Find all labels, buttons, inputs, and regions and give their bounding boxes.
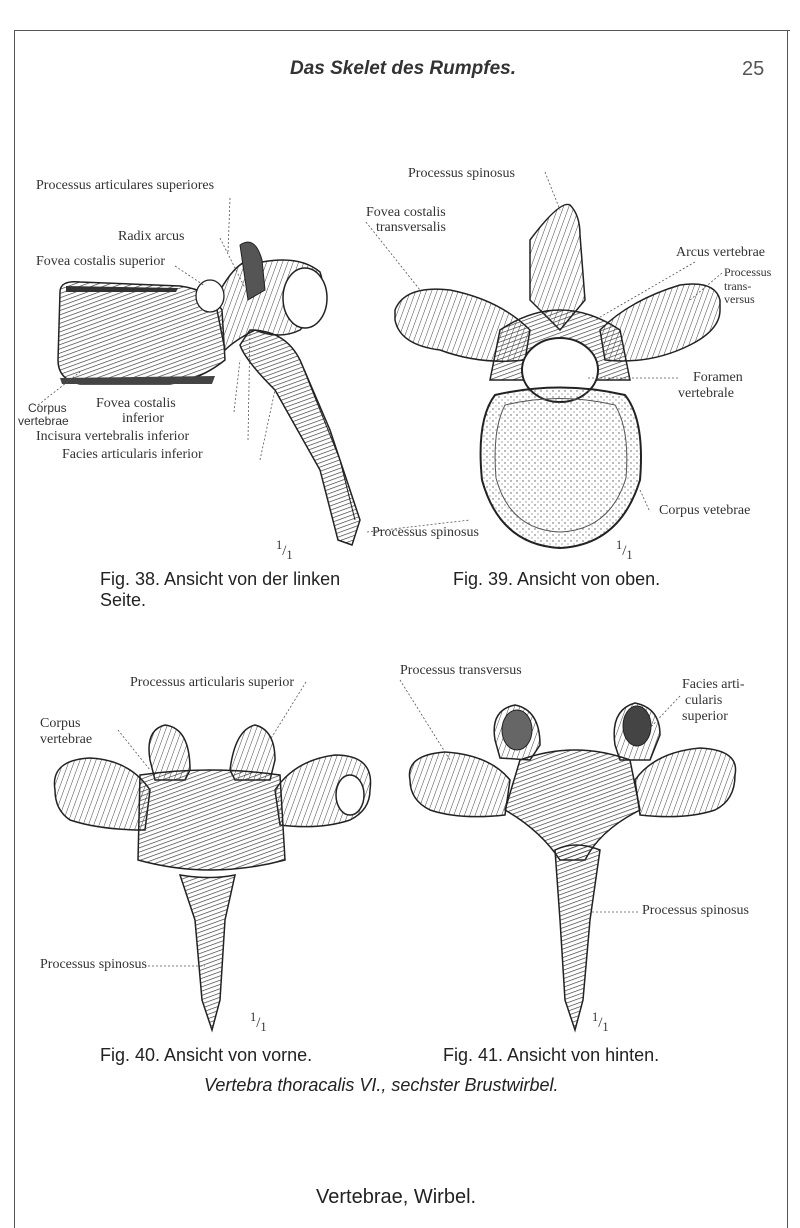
fig40-scale-numerator: 1: [250, 1010, 257, 1024]
page-header-title: Das Skelet des Rumpfes.: [290, 58, 516, 79]
fig39-label-fovea-costalis: Fovea costalis: [366, 205, 446, 220]
fig38-scale-numerator: 1: [276, 538, 283, 552]
plate-subtitle: Vertebra thoracalis VI., sechster Brustwirbel.: [204, 1075, 559, 1095]
fig39-label-transversalis: transversalis: [376, 220, 446, 235]
fig39-scale-denominator: 1: [626, 548, 633, 562]
fig40-label-processus-articularis-superior: Processus articularis superior: [130, 675, 295, 690]
fig38-label-processus-articulares-superiores: Processus articulares superiores: [36, 178, 215, 193]
fig38-label-fovea-costalis-inferior-1: Fovea costalis: [96, 396, 176, 411]
fig40-label-processus-spinosus: Processus spinosus: [40, 957, 147, 972]
fig38-label-radix-arcus: Radix arcus: [118, 229, 185, 244]
fig38-label-facies-articularis-inferior: Facies articularis inferior: [62, 447, 203, 462]
fig39-label-corpus-vetebrae: Corpus vetebrae: [659, 503, 751, 518]
fig38-caption-line1: Fig. 38. Ansicht von der linken: [100, 569, 341, 589]
fig38-caption-line2: Seite.: [100, 590, 147, 610]
fig39-label-arcus-vertebrae: Arcus vertebrae: [676, 245, 766, 260]
fig39-label-versus: versus: [724, 292, 755, 306]
fig39-label-processus-spinosus-top: Processus spinosus: [408, 166, 515, 181]
fig39-label-vertebrale: vertebrale: [678, 386, 734, 401]
fig38-scale: $^1/_1$: [276, 538, 293, 562]
fig38-label-incisura-vertebralis-inferior: Incisura vertebralis inferior: [36, 429, 190, 444]
fig39-label-processus: Processus: [724, 265, 772, 279]
fig41-label-processus-transversus: Processus transversus: [400, 663, 522, 678]
fig41-scale-numerator: 1: [592, 1010, 599, 1024]
fig41-label-processus-spinosus: Processus spinosus: [642, 903, 749, 918]
fig40-label-vertebrae: vertebrae: [40, 732, 93, 747]
page-number: 25: [742, 58, 765, 80]
fig38-label-fovea-costalis-superior: Fovea costalis superior: [36, 254, 166, 269]
fig40-caption: Fig. 40. Ansicht von vorne.: [100, 1045, 313, 1065]
fig38-label-fovea-costalis-inferior-2: inferior: [122, 411, 164, 426]
fig39-label-processus-spinosus-bottom: Processus spinosus: [372, 525, 479, 540]
fig40-scale-denominator: 1: [260, 1020, 267, 1034]
page-footer: Vertebrae, Wirbel.: [316, 1186, 477, 1208]
fig41-scale: $^1/_1$: [592, 1010, 609, 1034]
fig40-scale: $^1/_1$: [250, 1010, 267, 1034]
fig38-label-vertebrae: vertebrae: [18, 414, 69, 428]
fig39-scale-numerator: 1: [616, 538, 623, 552]
fig39-label-foramen: Foramen: [693, 370, 743, 385]
fig39-label-trans: trans-: [724, 279, 752, 293]
fig41-caption: Fig. 41. Ansicht von hinten.: [443, 1045, 660, 1065]
fig38-label-corpus: Corpus: [28, 401, 67, 415]
fig41-label-facies-1: Facies arti-: [682, 677, 745, 692]
fig38-scale-denominator: 1: [286, 548, 293, 562]
fig40-label-corpus: Corpus: [40, 716, 81, 731]
fig41-label-facies-3: superior: [682, 709, 728, 724]
fig39-caption: Fig. 39. Ansicht von oben.: [453, 569, 661, 589]
fig39-scale: $^1/_1$: [616, 538, 633, 562]
fig41-label-facies-2: cularis: [685, 693, 723, 708]
fig41-scale-denominator: 1: [602, 1020, 609, 1034]
